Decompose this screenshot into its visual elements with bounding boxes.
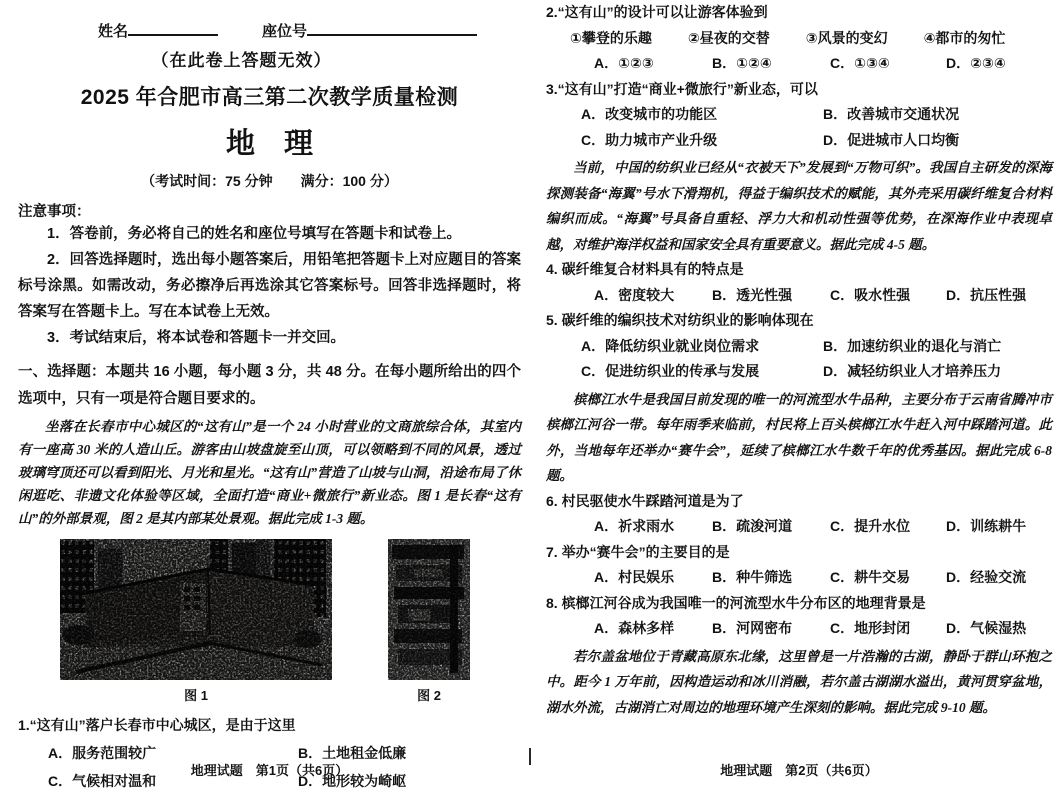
q6-option-a: A．祈求雨水: [594, 518, 675, 534]
question-4-stem: 4. 碳纤维复合材料具有的特点是: [546, 261, 744, 277]
q2-option-a: A．①②③: [594, 55, 654, 71]
question-7-stem: 7. 举办“赛牛会”的主要目的是: [546, 543, 730, 560]
question-8-options: [546, 616, 1052, 642]
q8-option-d: D．气候湿热: [946, 620, 1027, 636]
figure-2-interior-photo: [388, 539, 470, 680]
q3-option-b: B．改善城市交通状况: [823, 106, 960, 122]
question-6-stem: 6. 村民驱使水牛踩踏河道是为了: [546, 492, 744, 509]
passage-binglangjiang-buffalo: 槟榔江水牛是我国目前发现的唯一的河流型水牛品种，主要分布于云南省腾冲市槟榔江河谷一带。每年雨季来临前，村民将上百头槟榔江水牛赶入河中踩踏河道。此外，当地每年还举办“赛牛会”，延续了槟榔江水牛数千年的优秀基因。据此完成 6-8 题。: [546, 391, 1052, 483]
question-3-stem: 3.“这有山”打造“商业+微旅行”新业态，可以: [546, 80, 818, 97]
q1-option-c: C．气候相对温和: [48, 773, 157, 789]
q8-option-c: C．地形封闭: [830, 620, 911, 636]
question-7-options: [546, 565, 1052, 591]
q5-option-d: D．减轻纺织业人才培养压力: [823, 363, 1002, 379]
figure-1-block: [60, 539, 332, 704]
figure-1-caption: 图 1: [184, 688, 208, 703]
q1-option-b: B．土地租金低廉: [298, 745, 407, 761]
question-5-options: [546, 334, 1052, 385]
q6-option-b: B．疏浚河道: [712, 518, 793, 534]
q3-option-c: C．助力城市产业升级: [581, 131, 718, 148]
passage-ruoergai-basin: 若尔盖盆地位于青藏高原东北缘，这里曾是一片浩瀚的古湖，静卧于群山环抱之中。距今 1 万年前，因构造运动和冰川消融，若尔盖古湖湖水溢出，黄河贯穿盆地，湖水外流，古湖消亡对周边的地理环境产生深刻的影响。据此完成 9-10 题。: [546, 648, 1052, 715]
q7-option-a: A．村民娱乐: [594, 569, 675, 585]
seat-blank-line: [307, 21, 477, 36]
figure-1-exterior-photo: [60, 539, 332, 680]
q2-subitem-3: ③风景的变幻: [805, 29, 888, 46]
question-5-stem: 5. 碳纤维的编织技术对纺织业的影响体现在: [546, 312, 814, 328]
page-1-footer: 地理试题 第1页（共6页）: [190, 763, 349, 778]
q1-option-a: A．服务范围较广: [48, 745, 157, 761]
q4-option-b: B．透光性强: [712, 286, 793, 303]
name-blank-line: [128, 21, 218, 36]
page-2: [546, 0, 1052, 800]
page-2-footer: 地理试题 第2页（共6页）: [720, 763, 878, 778]
exam-info-line: （考试时间：75 分钟 满分：100 分）: [141, 173, 398, 189]
q4-option-c: C．吸水性强: [830, 286, 911, 303]
q2-option-d: D．②③④: [946, 55, 1006, 71]
question-8-stem: 8. 槟榔江河谷成为我国唯一的河流型水牛分布区的地理背景是: [546, 594, 926, 611]
q1-option-d: D．地形较为崎岖: [298, 773, 407, 789]
invalid-notice: （在此卷上答题无效）: [151, 51, 332, 70]
figure-2-caption: 图 2: [417, 688, 441, 703]
q5-option-c: C．促进纺织业的传承与发展: [581, 363, 760, 379]
q2-option-c: C．①③④: [830, 55, 890, 71]
note-item-2: 2．回答选择题时，选出每小题答案后，用铅笔把答题卡上对应题目的答案标号涂黑。如需改动，务必擦净后再选涂其它答案标号。回答非选择题时，将答案写在答题卡上。写在本试卷上无效。: [18, 252, 521, 320]
q2-subitem-2: ②昼夜的交替: [687, 29, 770, 46]
section-one-heading: 一、选择题：本题共 16 小题，每小题 3 分，共 48 分。在每小题所给出的四个选项中，只有一项是符合题目要求的。: [18, 364, 521, 407]
seat-label: 座位号: [262, 23, 308, 40]
question-3-options: [546, 102, 1052, 153]
q8-option-b: B．河网密布: [712, 620, 793, 636]
q7-option-c: C．耕牛交易: [830, 569, 911, 585]
q5-option-a: A．降低纺织业就业岗位需求: [581, 337, 760, 354]
q3-option-d: D．促进城市人口均衡: [823, 131, 960, 148]
q5-option-b: B．加速纺织业的退化与消亡: [823, 337, 1002, 354]
figure-2-block: [388, 539, 470, 704]
passage-textile-haiyi: 当前，中国的纺织业已经从“衣被天下”发展到“万物可织”。我国自主研发的深海探测装备“海翼”号水下滑翔机，得益于编织技术的赋能，其外壳采用碳纤维复合材料编织而成。“海翼”号具备自重轻、浮力大和机动性强等优势，在深海作业中表现卓越，对维护海洋权益和国家安全具有重要意义。据此完成 4-5 题。: [546, 160, 1052, 252]
q6-option-d: D．训练耕牛: [946, 518, 1027, 534]
q2-option-b: B．①②④: [712, 55, 772, 71]
q6-option-c: C．提升水位: [830, 518, 911, 534]
question-4-options: [546, 283, 1052, 309]
figures-row: [18, 539, 521, 704]
note-item-1: 1．答卷前，务必将自己的姓名和座位号填写在答题卡和试卷上。: [47, 226, 462, 242]
q2-subitem-4: ④都市的匆忙: [923, 29, 1006, 46]
question-2-options: [546, 51, 1052, 77]
page-1: [18, 0, 521, 800]
q3-option-a: A．改变城市的功能区: [581, 106, 718, 122]
question-1-stem: 1.“这有山”落户长春市中心城区，是由于这里: [18, 717, 296, 733]
q2-subitem-1: ①攀登的乐趣: [570, 29, 652, 46]
q7-option-d: D．经验交流: [946, 569, 1027, 585]
note-item-3: 3．考试结束后，将本试卷和答题卡一并交回。: [47, 330, 346, 346]
question-2-subitems: [546, 26, 1052, 52]
page-fold-mark: [529, 748, 531, 765]
passage-zheyoushan: 坐落在长春市中心城区的“这有山”是一个 24 小时营业的文商旅综合体，其室内有一座高 30 米的人造山丘。游客由山坡盘旋至山顶，可以领略到不同的风景，透过玻璃穹顶还可以看到阳光、月光和星光。“这有山”营造了山坡与山洞，沿途布局了休闲逛吃、非遗文化体验等区域，全面打造“商业+微旅行”新业态。图 1 是长春“这有山”的外部景观，图 2 是其内部某处景观。据此完成 1-3 题。: [18, 419, 521, 526]
question-2-stem: 2.“这有山”的设计可以让游客体验到: [546, 4, 768, 20]
q8-option-a: A．森林多样: [594, 620, 675, 636]
subject-title: 地 理: [225, 128, 313, 160]
name-seat-row: [98, 20, 521, 41]
question-6-options: [546, 514, 1052, 540]
q4-option-d: D．抗压性强: [946, 286, 1027, 303]
q7-option-b: B．种牛筛选: [712, 569, 793, 585]
q4-option-a: A．密度较大: [594, 286, 675, 303]
name-label: 姓名: [98, 23, 129, 40]
notes-heading: 注意事项：: [18, 204, 91, 220]
exam-title: 2025 年合肥市高三第二次教学质量检测: [80, 86, 459, 109]
